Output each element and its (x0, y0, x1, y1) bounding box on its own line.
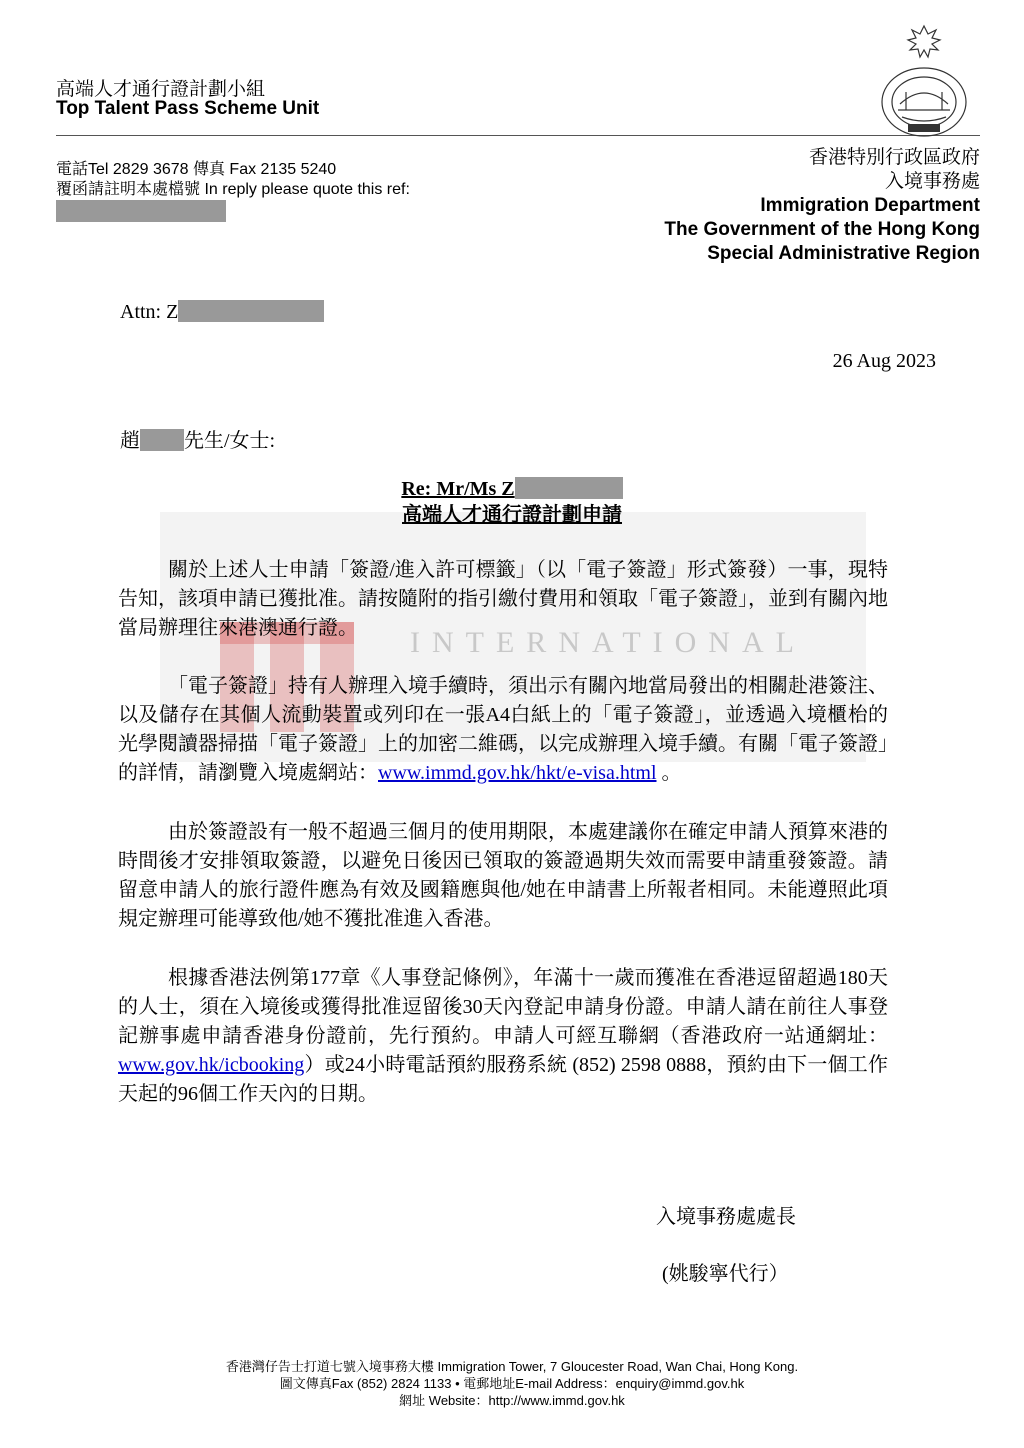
immigration-emblem-icon (878, 22, 970, 140)
redacted-re-name (515, 477, 623, 499)
department-chinese: 入境事務處 (884, 171, 980, 192)
redacted-name (178, 300, 324, 322)
phone-fax-line: 電話Tel 2829 3678 傳真 Fax 2135 5240 (56, 161, 337, 178)
department-block (664, 146, 980, 266)
e-visa-text: 「電子簽證」持有人辦理入境手續時，須出示有關內地當局發出的相關赴港簽注、以及儲存在其個人流動裝置或列印在一張A4白紙上的「電子簽證」，並透過入境櫃枱的光學閱讀器掃描「電子簽證」上的加密二維碼，以完成辦理入境手續。有關「電子簽證」的詳情，請瀏覽入境處網站： (118, 675, 888, 784)
watermark-brand-text: INTERNATIONAL (410, 626, 806, 659)
reference-line: 覆函請註明本處檔號 In reply please quote this ref: (56, 181, 410, 198)
attention-line (120, 300, 324, 324)
unit-name-english: Top Talent Pass Scheme Unit (56, 98, 320, 119)
unit-name-chinese: 高端人才通行證計劃小組 (56, 79, 266, 100)
e-visa-end: 。 (656, 762, 682, 784)
salutation-surname: 趙 (120, 430, 140, 452)
salutation (120, 424, 275, 453)
attention-text: Attn: Z (120, 301, 179, 323)
icbooking-link[interactable]: www.gov.hk/icbooking (118, 1054, 305, 1076)
header-divider (56, 135, 980, 136)
e-visa-link[interactable]: www.immd.gov.hk/hkt/e-visa.html (378, 762, 657, 784)
signatory-title: 入境事務處處長 (656, 1206, 796, 1228)
signatory-proxy: (姚駿寧代行） (662, 1263, 789, 1285)
paragraph-validity: 由於簽證設有一般不超過三個月的使用期限，本處建議你在確定申請人預算來港的時間後才安排領取簽證，以避免日後因已領取的簽證過期失效而需要申請重發簽證。請留意申請人的旅行證件應為有效及國籍應與他/她在申請書上所報者相同。未能遵照此項規定辦理可能導致他/她不獲批准進入香港。 (118, 821, 888, 930)
footer-fax-email: 圖文傳真Fax (852) 2824 1133 • 電郵地址E-mail Address：enquiry@immd.gov.hk (279, 1376, 745, 1391)
footer (0, 1358, 1024, 1409)
government-english-1: The Government of the Hong Kong (664, 219, 980, 240)
paragraph-e-visa (118, 672, 888, 788)
paragraph-approval: 關於上述人士申請「簽證/進入許可標籤」（以「電子簽證」形式簽發）一事，現特告知，該項申請已獲批准。請按隨附的指引繳付費用和領取「電子簽證」，並到有關內地當局辦理往來港澳通行證。 (118, 559, 888, 639)
re-line: Re: Mr/Ms Z (401, 478, 515, 500)
contact-info (56, 160, 410, 200)
government-chinese: 香港特別行政區政府 (808, 147, 980, 168)
redacted-given-name (140, 429, 184, 451)
government-english-2: Special Administrative Region (707, 243, 980, 264)
subject-block (0, 476, 1024, 528)
department-english: Immigration Department (760, 195, 980, 216)
registration-text: 根據香港法例第177章《人事登記條例》，年滿十一歲而獲准在香港逗留超過180天的人士，須在入境後或獲得批准逗留後30天內登記申請身份證。申請人請在前往人事登記辦事處申請香港身份證前，先行預約。申請人可經互聯網（香港政府一站通網址： (118, 967, 888, 1047)
footer-website: 網址 Website：http://www.immd.gov.hk (399, 1393, 625, 1408)
subject-line: 高端人才通行證計劃申請 (402, 504, 622, 526)
redacted-reference (56, 200, 226, 222)
salutation-title: 先生/女士: (184, 430, 276, 452)
letter-date: 26 Aug 2023 (832, 350, 936, 372)
registration-end: ）或24小時電話預約服務系統 (852) 2598 0888，預約由下一個工作天起的96個工作天內的日期。 (118, 1054, 888, 1105)
footer-address: 香港灣仔告士打道七號入境事務大樓 Immigration Tower, 7 Gloucester Road, Wan Chai, Hong Kong. (225, 1359, 799, 1374)
paragraph-registration (118, 964, 888, 1109)
